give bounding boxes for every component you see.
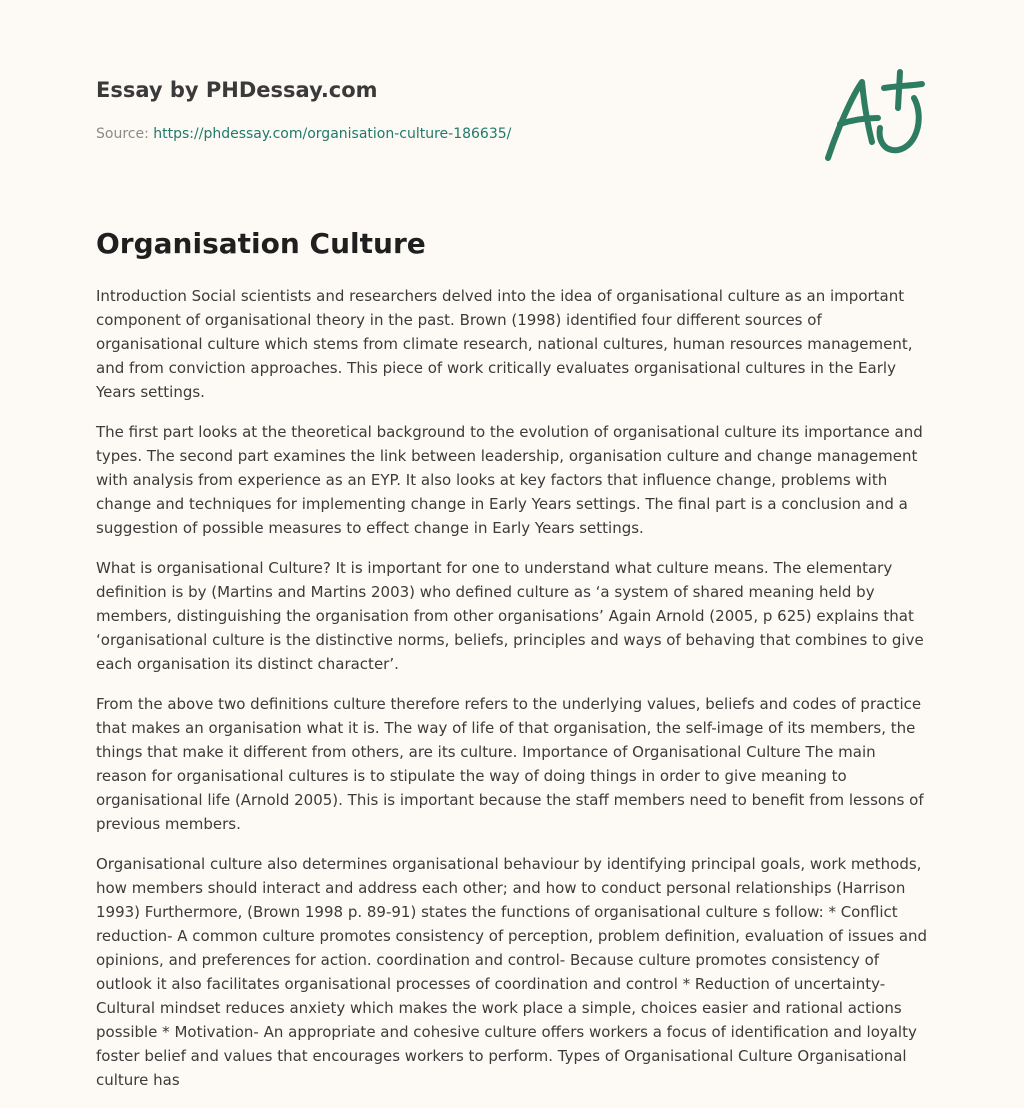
paragraph: What is organisational Culture? It is important for one to understand what culture means. The elementary definition is by (Martins and Martins 2003) who defined culture as ‘a system of shared meaning held by members, distinguishing the organisation from other organisations’ Again Arnold (2005, p 625) explains that ‘organisational culture is the distinctive norms, beliefs, principles and ways of behaving that combines to give each organisation its distinct character’.	[96, 559, 924, 673]
paragraph: The first part looks at the theoretical background to the evolution of organisational culture its importance and types. The second part examines the link between leadership, organisation culture and change management with analysis from experience as an EYP. It also looks at key factors that influence change, problems with change and techniques for implementing change in Early Years settings. The final part is a conclusion and a suggestion of possible measures to effect change in Early Years settings.	[96, 423, 923, 537]
source-label: Source:	[96, 126, 149, 142]
paragraph: From the above two definitions culture therefore refers to the underlying values, beliefs and codes of practice that makes an organisation what it is. The way of life of that organisation, the self-image of its members, the things that make it different from others, are its culture. Importance of Organisational Culture The main reason for organisational cultures is to stipulate the way of doing things in order to give meaning to organisational life (Arnold 2005). This is important because the staff members need to benefit from lessons of previous members.	[96, 695, 924, 833]
source-line	[96, 124, 796, 144]
paragraph: Introduction Social scientists and researchers delved into the idea of organisational culture as an important component of organisational theory in the past. Brown (1998) identified four different sources of organisational culture which stems from climate research, national cultures, human resources management, and from conviction approaches. This piece of work critically evaluates organisational cultures in the Early Years settings.	[96, 287, 913, 401]
source-link[interactable]: https://phdessay.com/organisation-culture-186635/	[153, 126, 512, 142]
a-plus-grade-icon	[818, 68, 930, 164]
article-title: Organisation Culture	[96, 227, 426, 260]
page-header	[96, 76, 796, 144]
article-body	[96, 284, 928, 1108]
paragraph: Organisational culture also determines organisational behaviour by identifying principal goals, work methods, how members should interact and address each other; and how to conduct personal relationships (Harrison 1993) Furthermore, (Brown 1998 p. 89-91) states the functions of organisational culture s follow: * Conflict reduction- A common culture promotes consistency of perception, problem definition, evaluation of issues and opinions, and preferences for action. coordination and control- Because culture promotes consistency of outlook it also facilitates organisational processes of coordination and control * Reduction of uncertainty- Cultural mindset reduces anxiety which makes the work place a simple, choices easier and rational actions possible * Motivation- An appropriate and cohesive culture offers workers a focus of identification and loyalty foster belief and values that encourages workers to perform. Types of Organisational Culture Organisational culture has	[96, 855, 928, 1089]
site-brand: Essay by PHDessay.com	[96, 78, 378, 102]
